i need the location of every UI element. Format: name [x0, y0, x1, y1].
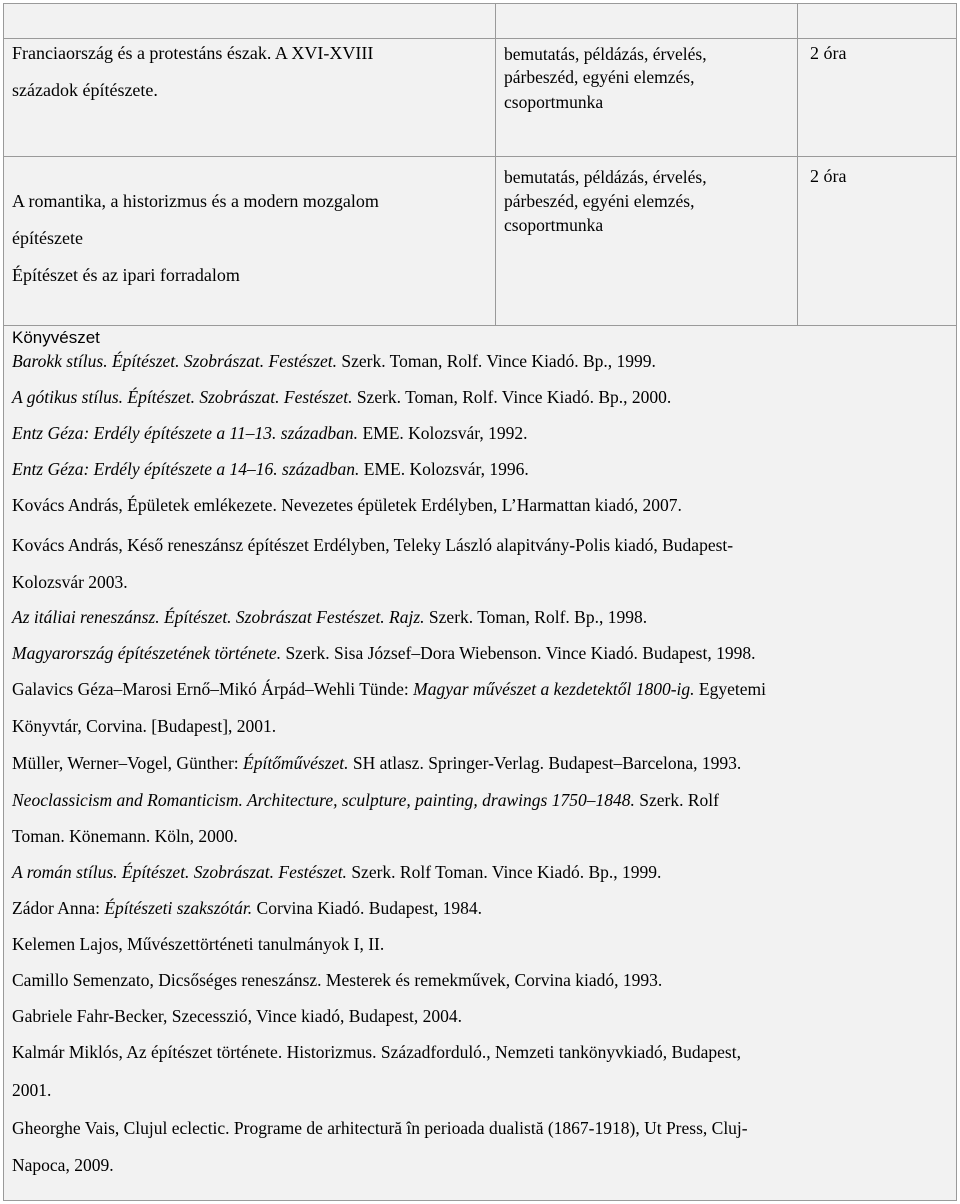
row2-topic-line1: A romantika, a historizmus és a modern mozgalom: [12, 191, 379, 211]
bib-entry: Barokk stílus. Építészet. Szobrászat. Festészet. Szerk. Toman, Rolf. Vince Kiadó. Bp., 1999.: [12, 351, 656, 371]
bib-entry: Kalmár Miklós, Az építészet története. Historizmus. Századforduló., Nemzeti tankönyvkiadó, Budapest,: [12, 1042, 741, 1062]
header-row-line: [3, 38, 957, 39]
bib-entry: Müller, Werner–Vogel, Günther: Építőművészet. SH atlasz. Springer-Verlag. Budapest–Barcelona, 1993.: [12, 753, 742, 773]
column-divider-2: [797, 3, 798, 325]
bib-entry: A gótikus stílus. Építészet. Szobrászat. Festészet. Szerk. Toman, Rolf. Vince Kiadó. Bp., 2000.: [12, 387, 672, 407]
row1-method-line2: párbeszéd, egyéni elemzés,: [504, 67, 695, 87]
column-divider-1: [495, 3, 496, 325]
row1-method-line1: bemutatás, példázás, érvelés,: [504, 44, 707, 64]
row1-hours: 2 óra: [810, 43, 847, 63]
bib-entry: Zádor Anna: Építészeti szakszótár. Corvina Kiadó. Budapest, 1984.: [12, 898, 483, 918]
bib-entry: Az itáliai reneszánsz. Építészet. Szobrászat Festészet. Rajz. Szerk. Toman, Rolf. Bp., 1998.: [12, 607, 648, 627]
bib-entry: Camillo Semenzato, Dicsőséges reneszánsz. Mesterek és remekművek, Corvina kiadó, 1993.: [12, 970, 663, 990]
row-divider-2: [3, 325, 957, 326]
bib-entry: Kelemen Lajos, Művészettörténeti tanulmányok I, II.: [12, 934, 385, 954]
bib-entry-continued: Toman. Könemann. Köln, 2000.: [12, 826, 238, 846]
row2-method-line1: bemutatás, példázás, érvelés,: [504, 167, 707, 187]
bib-entry: Gabriele Fahr-Becker, Szecesszió, Vince kiadó, Budapest, 2004.: [12, 1006, 463, 1026]
bib-entry-continued: Napoca, 2009.: [12, 1155, 114, 1175]
bib-entry: Entz Géza: Erdély építészete a 14–16. században. EME. Kolozsvár, 1996.: [12, 459, 529, 479]
row2-method-line3: csoportmunka: [504, 215, 604, 235]
bib-entry-continued: 2001.: [12, 1080, 52, 1100]
bib-entry: Galavics Géza–Marosi Ernő–Mikó Árpád–Wehli Tünde: Magyar művészet a kezdetektől 1800-ig. Egyetemi: [12, 679, 766, 699]
bib-entry-continued: Kolozsvár 2003.: [12, 572, 128, 592]
bib-entry: Entz Géza: Erdély építészete a 11–13. században. EME. Kolozsvár, 1992.: [12, 423, 528, 443]
row2-method-line2: párbeszéd, egyéni elemzés,: [504, 191, 695, 211]
row1-topic-line1: Franciaország és a protestáns észak. A XVI-XVIII: [12, 43, 374, 63]
bib-entry: Neoclassicism and Romanticism. Architecture, sculpture, painting, drawings 1750–1848. Szerk. Rolf: [12, 790, 719, 810]
row2-hours: 2 óra: [810, 166, 847, 186]
bib-entry: A román stílus. Építészet. Szobrászat. Festészet. Szerk. Rolf Toman. Vince Kiadó. Bp., 1999.: [12, 862, 662, 882]
row1-topic-line2: századok építészete.: [12, 80, 158, 100]
bib-entry: Kovács András, Késő reneszánsz építészet Erdélyben, Teleky László alapitvány-Polis kiadó, Budapest-: [12, 535, 734, 555]
row2-topic-line2: építészete: [12, 228, 83, 248]
row1-method-line3: csoportmunka: [504, 92, 604, 112]
bib-entry: Kovács András, Épületek emlékezete. Nevezetes épületek Erdélyben, L’Harmattan kiadó, 2007.: [12, 495, 682, 515]
bibliography-title: Könyvészet: [12, 328, 100, 347]
bib-entry: Gheorghe Vais, Clujul eclectic. Programe de arhitectură în perioada dualistă (1867-1918), Ut Press, Cluj-: [12, 1118, 748, 1138]
row-divider-1: [3, 156, 957, 157]
bib-entry: Magyarország építészetének története. Szerk. Sisa József–Dora Wiebenson. Vince Kiadó. Budapest, 1998.: [12, 643, 756, 663]
row2-topic-line3: Építészet és az ipari forradalom: [12, 265, 240, 285]
bib-entry-continued: Könyvtár, Corvina. [Budapest], 2001.: [12, 716, 277, 736]
